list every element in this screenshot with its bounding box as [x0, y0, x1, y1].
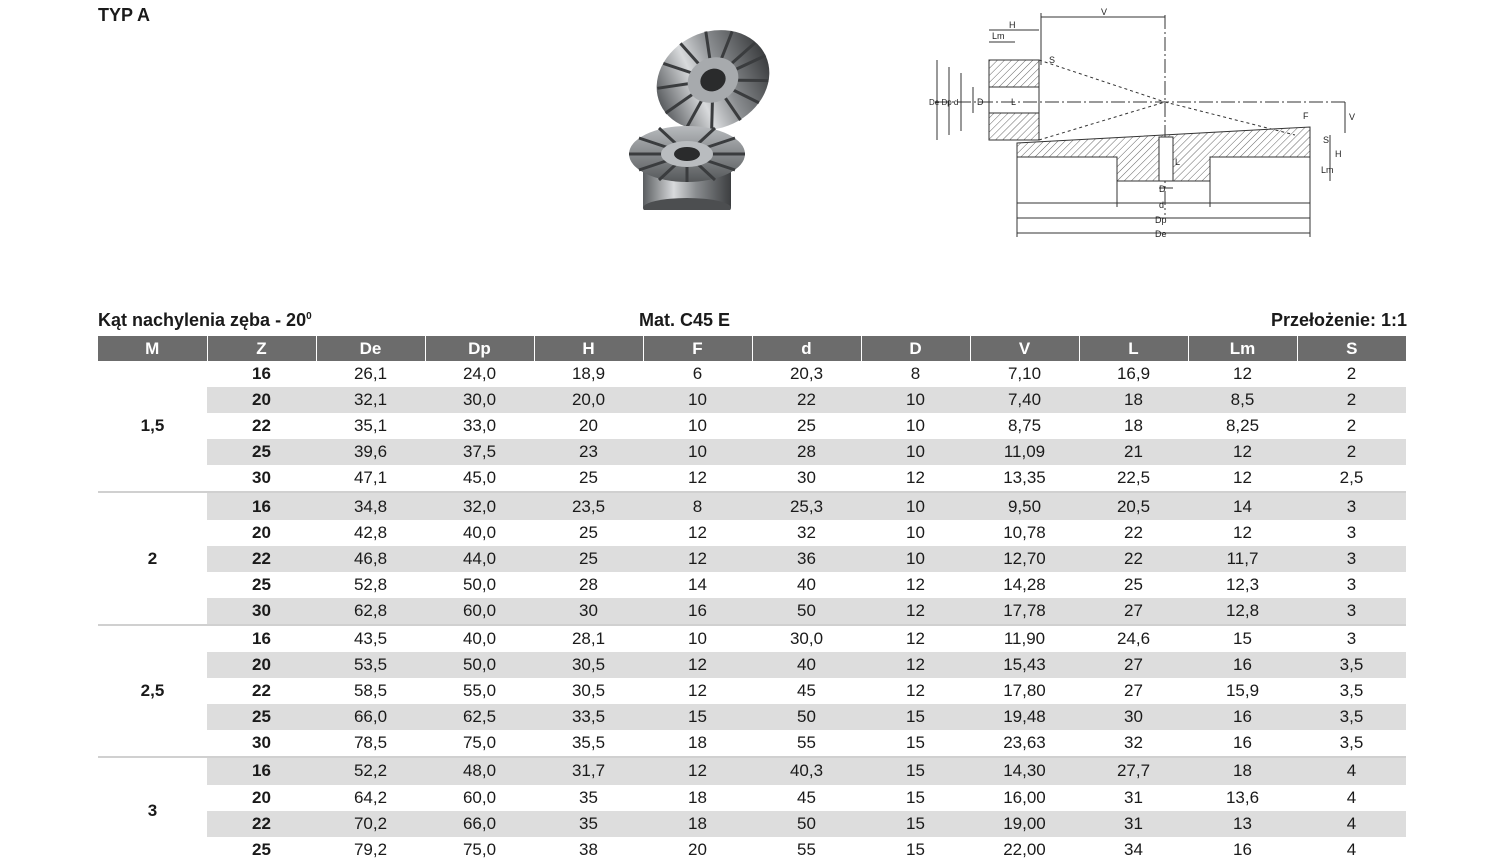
teeth-cell: 25 [207, 439, 316, 465]
value-cell: 35 [534, 811, 643, 837]
value-cell: 10 [643, 625, 752, 652]
value-cell: 58,5 [316, 678, 425, 704]
value-cell: 4 [1297, 837, 1406, 863]
value-cell: 25 [534, 546, 643, 572]
value-cell: 16,9 [1079, 361, 1188, 387]
value-cell: 33,5 [534, 704, 643, 730]
dim-s-top: S [1049, 55, 1056, 65]
teeth-cell: 30 [207, 465, 316, 492]
value-cell: 12 [861, 652, 970, 678]
value-cell: 14 [1188, 492, 1297, 519]
table-row [98, 598, 1406, 625]
value-cell: 10 [861, 520, 970, 546]
value-cell: 12,3 [1188, 572, 1297, 598]
value-cell: 10,78 [970, 520, 1079, 546]
value-cell: 10 [861, 492, 970, 519]
value-cell: 53,5 [316, 652, 425, 678]
dim-d: d [1159, 200, 1165, 210]
value-cell: 50,0 [425, 652, 534, 678]
value-cell: 12,8 [1188, 598, 1297, 625]
value-cell: 14,28 [970, 572, 1079, 598]
header-cell: Dp [425, 336, 534, 361]
value-cell: 24,0 [425, 361, 534, 387]
value-cell: 12 [643, 465, 752, 492]
header-cell: M [98, 336, 207, 361]
value-cell: 8,75 [970, 413, 1079, 439]
value-cell: 75,0 [425, 837, 534, 863]
value-cell: 20,3 [752, 361, 861, 387]
value-cell: 44,0 [425, 546, 534, 572]
header-cell: Z [207, 336, 316, 361]
value-cell: 12 [861, 572, 970, 598]
teeth-cell: 30 [207, 598, 316, 625]
table-row [98, 652, 1406, 678]
value-cell: 27,7 [1079, 757, 1188, 784]
value-cell: 66,0 [316, 704, 425, 730]
value-cell: 39,6 [316, 439, 425, 465]
value-cell: 35 [534, 785, 643, 811]
value-cell: 33,0 [425, 413, 534, 439]
value-cell: 15,9 [1188, 678, 1297, 704]
header-cell: F [643, 336, 752, 361]
teeth-cell: 20 [207, 520, 316, 546]
table-row [98, 361, 1406, 387]
value-cell: 25 [534, 520, 643, 546]
teeth-cell: 16 [207, 492, 316, 519]
value-cell: 30,5 [534, 652, 643, 678]
value-cell: 11,09 [970, 439, 1079, 465]
teeth-cell: 25 [207, 704, 316, 730]
table-row [98, 625, 1406, 652]
value-cell: 32,0 [425, 492, 534, 519]
value-cell: 75,0 [425, 730, 534, 757]
value-cell: 12 [861, 598, 970, 625]
value-cell: 27 [1079, 598, 1188, 625]
value-cell: 50 [752, 598, 861, 625]
value-cell: 50 [752, 811, 861, 837]
teeth-cell: 16 [207, 625, 316, 652]
value-cell: 35,5 [534, 730, 643, 757]
header-cell: S [1297, 336, 1406, 361]
value-cell: 27 [1079, 652, 1188, 678]
value-cell: 21 [1079, 439, 1188, 465]
value-cell: 25 [752, 413, 861, 439]
value-cell: 28 [534, 572, 643, 598]
value-cell: 30 [752, 465, 861, 492]
dim-h-right: H [1335, 149, 1342, 159]
value-cell: 18 [1079, 413, 1188, 439]
value-cell: 13,35 [970, 465, 1079, 492]
value-cell: 30,0 [425, 387, 534, 413]
teeth-cell: 16 [207, 361, 316, 387]
value-cell: 20,5 [1079, 492, 1188, 519]
value-cell: 16 [1188, 704, 1297, 730]
value-cell: 32 [1079, 730, 1188, 757]
value-cell: 2,5 [1297, 465, 1406, 492]
value-cell: 70,2 [316, 811, 425, 837]
value-cell: 62,5 [425, 704, 534, 730]
value-cell: 37,5 [425, 439, 534, 465]
value-cell: 15 [861, 837, 970, 863]
table-row [98, 837, 1406, 863]
value-cell: 23 [534, 439, 643, 465]
value-cell: 31,7 [534, 757, 643, 784]
dim-s-right: S [1323, 135, 1330, 145]
value-cell: 15 [861, 785, 970, 811]
dim-lm-right: Lm [1321, 165, 1334, 175]
value-cell: 8 [643, 492, 752, 519]
value-cell: 12,70 [970, 546, 1079, 572]
value-cell: 12 [1188, 439, 1297, 465]
dim-L-left: L [1011, 97, 1017, 107]
teeth-cell: 16 [207, 757, 316, 784]
spec-table [98, 336, 1406, 863]
dim-h-top: H [1009, 20, 1016, 30]
value-cell: 36 [752, 546, 861, 572]
value-cell: 38 [534, 837, 643, 863]
value-cell: 31 [1079, 811, 1188, 837]
dim-lm-top: Lm [992, 31, 1005, 41]
value-cell: 46,8 [316, 546, 425, 572]
value-cell: 18 [643, 730, 752, 757]
value-cell: 16 [1188, 652, 1297, 678]
value-cell: 35,1 [316, 413, 425, 439]
value-cell: 28 [752, 439, 861, 465]
value-cell: 15,43 [970, 652, 1079, 678]
value-cell: 9,50 [970, 492, 1079, 519]
value-cell: 10 [643, 413, 752, 439]
header-cell: V [970, 336, 1079, 361]
value-cell: 32 [752, 520, 861, 546]
value-cell: 55 [752, 730, 861, 757]
value-cell: 20,0 [534, 387, 643, 413]
value-cell: 10 [861, 387, 970, 413]
value-cell: 13 [1188, 811, 1297, 837]
table-row [98, 730, 1406, 757]
value-cell: 11,7 [1188, 546, 1297, 572]
value-cell: 18 [1079, 387, 1188, 413]
value-cell: 8,25 [1188, 413, 1297, 439]
value-cell: 25 [534, 465, 643, 492]
value-cell: 3,5 [1297, 652, 1406, 678]
value-cell: 15 [643, 704, 752, 730]
value-cell: 3 [1297, 572, 1406, 598]
table-row [98, 546, 1406, 572]
value-cell: 3 [1297, 625, 1406, 652]
value-cell: 12 [1188, 520, 1297, 546]
value-cell: 12 [861, 678, 970, 704]
value-cell: 2 [1297, 361, 1406, 387]
value-cell: 3,5 [1297, 704, 1406, 730]
value-cell: 2 [1297, 439, 1406, 465]
value-cell: 4 [1297, 785, 1406, 811]
value-cell: 20 [643, 837, 752, 863]
value-cell: 60,0 [425, 598, 534, 625]
header-cell: Lm [1188, 336, 1297, 361]
value-cell: 12 [643, 757, 752, 784]
header-cell: D [861, 336, 970, 361]
value-cell: 2 [1297, 413, 1406, 439]
value-cell: 22,5 [1079, 465, 1188, 492]
value-cell: 3 [1297, 546, 1406, 572]
teeth-cell: 20 [207, 785, 316, 811]
value-cell: 22 [1079, 546, 1188, 572]
dim-L-center: L [1175, 157, 1181, 167]
value-cell: 52,2 [316, 757, 425, 784]
value-cell: 32,1 [316, 387, 425, 413]
value-cell: 34 [1079, 837, 1188, 863]
value-cell: 20 [534, 413, 643, 439]
value-cell: 43,5 [316, 625, 425, 652]
module-cell: 1,5 [98, 361, 207, 492]
technical-drawing [925, 5, 1375, 241]
value-cell: 28,1 [534, 625, 643, 652]
value-cell: 4 [1297, 811, 1406, 837]
value-cell: 40 [752, 572, 861, 598]
value-cell: 40,0 [425, 625, 534, 652]
value-cell: 14,30 [970, 757, 1079, 784]
value-cell: 12 [1188, 465, 1297, 492]
value-cell: 12 [643, 678, 752, 704]
value-cell: 52,8 [316, 572, 425, 598]
dim-D-left: D [977, 97, 984, 107]
dim-dp: Dp [1155, 215, 1167, 225]
header-cell: De [316, 336, 425, 361]
bevel-gears-photo [625, 10, 785, 210]
value-cell: 40,0 [425, 520, 534, 546]
value-cell: 12 [861, 465, 970, 492]
value-cell: 16,00 [970, 785, 1079, 811]
value-cell: 25 [1079, 572, 1188, 598]
teeth-cell: 25 [207, 837, 316, 863]
module-cell: 3 [98, 757, 207, 862]
value-cell: 10 [861, 439, 970, 465]
value-cell: 15 [861, 757, 970, 784]
value-cell: 40,3 [752, 757, 861, 784]
dim-de: De [1155, 229, 1167, 239]
value-cell: 17,78 [970, 598, 1079, 625]
table-row [98, 387, 1406, 413]
ratio-label: Przełożenie: 1:1 [1270, 310, 1407, 330]
table-row [98, 678, 1406, 704]
value-cell: 45,0 [425, 465, 534, 492]
table-row [98, 492, 1406, 519]
value-cell: 27 [1079, 678, 1188, 704]
module-cell: 2 [98, 492, 207, 624]
teeth-cell: 22 [207, 546, 316, 572]
value-cell: 10 [643, 439, 752, 465]
value-cell: 42,8 [316, 520, 425, 546]
value-cell: 34,8 [316, 492, 425, 519]
value-cell: 12 [643, 652, 752, 678]
dim-v-right: V [1349, 112, 1356, 122]
table-row [98, 704, 1406, 730]
value-cell: 48,0 [425, 757, 534, 784]
value-cell: 64,2 [316, 785, 425, 811]
value-cell: 12 [643, 520, 752, 546]
type-label: TYP A [98, 5, 151, 25]
table-row [98, 439, 1406, 465]
value-cell: 79,2 [316, 837, 425, 863]
value-cell: 62,8 [316, 598, 425, 625]
value-cell: 60,0 [425, 785, 534, 811]
value-cell: 15 [1188, 625, 1297, 652]
value-cell: 7,40 [970, 387, 1079, 413]
value-cell: 23,63 [970, 730, 1079, 757]
value-cell: 45 [752, 678, 861, 704]
value-cell: 8 [861, 361, 970, 387]
value-cell: 55,0 [425, 678, 534, 704]
table-header-row [98, 336, 1406, 361]
value-cell: 14 [643, 572, 752, 598]
header-cell: d [752, 336, 861, 361]
value-cell: 50,0 [425, 572, 534, 598]
value-cell: 12 [643, 546, 752, 572]
value-cell: 3 [1297, 492, 1406, 519]
value-cell: 66,0 [425, 811, 534, 837]
value-cell: 22,00 [970, 837, 1079, 863]
table-row [98, 572, 1406, 598]
value-cell: 78,5 [316, 730, 425, 757]
value-cell: 10 [861, 546, 970, 572]
value-cell: 3,5 [1297, 678, 1406, 704]
value-cell: 31 [1079, 785, 1188, 811]
value-cell: 15 [861, 811, 970, 837]
value-cell: 18 [643, 785, 752, 811]
value-cell: 40 [752, 652, 861, 678]
header-cell: H [534, 336, 643, 361]
value-cell: 47,1 [316, 465, 425, 492]
value-cell: 18 [643, 811, 752, 837]
value-cell: 17,80 [970, 678, 1079, 704]
value-cell: 18 [1188, 757, 1297, 784]
value-cell: 19,00 [970, 811, 1079, 837]
table-row [98, 785, 1406, 811]
value-cell: 18,9 [534, 361, 643, 387]
table-row [98, 811, 1406, 837]
value-cell: 16 [1188, 837, 1297, 863]
value-cell: 30,5 [534, 678, 643, 704]
value-cell: 4 [1297, 757, 1406, 784]
value-cell: 10 [643, 387, 752, 413]
module-cell: 2,5 [98, 625, 207, 757]
value-cell: 19,48 [970, 704, 1079, 730]
value-cell: 3 [1297, 520, 1406, 546]
teeth-cell: 20 [207, 387, 316, 413]
value-cell: 22 [1079, 520, 1188, 546]
value-cell: 24,6 [1079, 625, 1188, 652]
value-cell: 11,90 [970, 625, 1079, 652]
dim-D-center: D [1159, 184, 1166, 194]
value-cell: 30 [534, 598, 643, 625]
value-cell: 45 [752, 785, 861, 811]
teeth-cell: 22 [207, 413, 316, 439]
value-cell: 12 [1188, 361, 1297, 387]
header-cell: L [1079, 336, 1188, 361]
dim-f: F [1303, 111, 1309, 121]
value-cell: 23,5 [534, 492, 643, 519]
table-row [98, 465, 1406, 492]
value-cell: 25,3 [752, 492, 861, 519]
value-cell: 12 [861, 625, 970, 652]
teeth-cell: 22 [207, 678, 316, 704]
value-cell: 22 [752, 387, 861, 413]
table-row [98, 757, 1406, 784]
teeth-cell: 25 [207, 572, 316, 598]
value-cell: 55 [752, 837, 861, 863]
material-label: Mat. C45 E [639, 310, 731, 330]
value-cell: 7,10 [970, 361, 1079, 387]
value-cell: 15 [861, 730, 970, 757]
teeth-cell: 22 [207, 811, 316, 837]
value-cell: 8,5 [1188, 387, 1297, 413]
value-cell: 30 [1079, 704, 1188, 730]
value-cell: 26,1 [316, 361, 425, 387]
value-cell: 2 [1297, 387, 1406, 413]
value-cell: 16 [1188, 730, 1297, 757]
value-cell: 13,6 [1188, 785, 1297, 811]
dim-left-stack: De Dp d [929, 98, 959, 107]
value-cell: 30,0 [752, 625, 861, 652]
table-row [98, 413, 1406, 439]
table-row [98, 520, 1406, 546]
value-cell: 15 [861, 704, 970, 730]
value-cell: 6 [643, 361, 752, 387]
tooth-angle-label: Kąt nachylenia zęba - $20^0$ [98, 310, 312, 330]
value-cell: 16 [643, 598, 752, 625]
dim-v-top: V [1101, 7, 1108, 17]
teeth-cell: 30 [207, 730, 316, 757]
value-cell: 3 [1297, 598, 1406, 625]
value-cell: 50 [752, 704, 861, 730]
value-cell: 10 [861, 413, 970, 439]
value-cell: 3,5 [1297, 730, 1406, 757]
teeth-cell: 20 [207, 652, 316, 678]
